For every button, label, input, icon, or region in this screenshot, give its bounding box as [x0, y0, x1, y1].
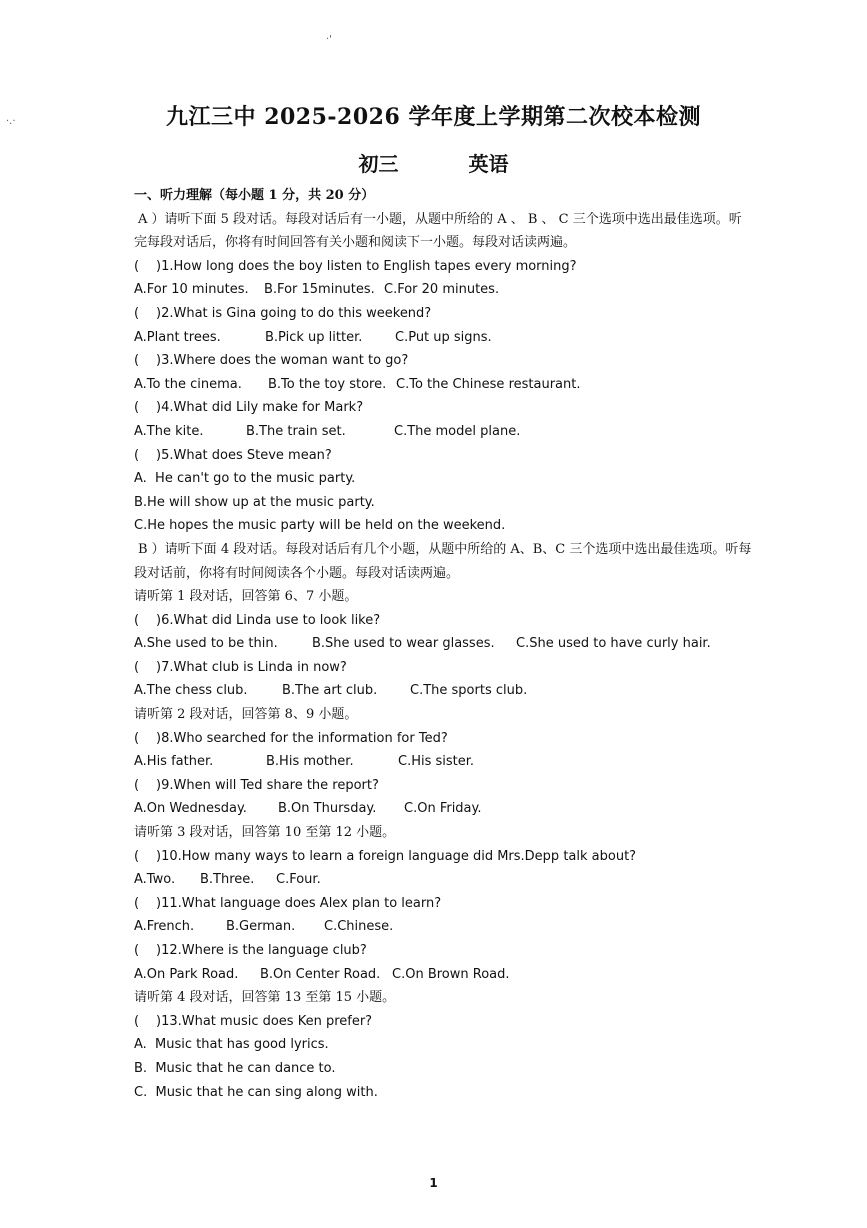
option-a: A.Two.	[134, 872, 176, 888]
option-c: C.On Friday.	[404, 801, 482, 817]
option-b: B.To the toy store.	[268, 376, 387, 392]
dialog-instruction: 请听第 4 段对话，回答第 13 至第 15 小题。	[134, 990, 396, 1006]
grade-label: 初三	[358, 152, 399, 176]
answer-blank[interactable]: (	[134, 848, 140, 864]
answer-blank[interactable]: (	[134, 353, 140, 369]
option-b: B.German.	[226, 919, 296, 935]
question-text: )5.What does Steve mean?	[156, 447, 332, 463]
option-a: A. Music that has good lyrics.	[134, 1037, 329, 1053]
exam-content	[134, 184, 754, 1104]
question	[134, 845, 754, 869]
option-c: C.His sister.	[398, 754, 475, 770]
answer-blank[interactable]: (	[134, 447, 140, 463]
answer-blank[interactable]: (	[134, 659, 140, 675]
question	[134, 892, 754, 916]
option-c: C. Music that he can sing along with.	[134, 1084, 378, 1100]
section-heading: 一、听力理解（每小题 1 分，共 20 分）	[134, 188, 375, 203]
options-row	[134, 797, 754, 821]
options-row	[134, 679, 754, 703]
option-b: B.Three.	[200, 872, 255, 888]
option-b: B. Music that he can dance to.	[134, 1060, 336, 1076]
option-c: C.Four.	[276, 872, 321, 888]
answer-blank[interactable]: (	[134, 612, 140, 628]
options-row	[134, 915, 754, 939]
question	[134, 727, 754, 751]
question-text: )9.When will Ted share the report?	[156, 777, 379, 793]
option-b: B.She used to wear glasses.	[312, 636, 495, 652]
option-b: B.The art club.	[282, 683, 378, 699]
answer-blank[interactable]: (	[134, 258, 140, 274]
option-b: B.His mother.	[266, 754, 354, 770]
question-text: )8.Who searched for the information for Ted?	[156, 730, 448, 746]
option-a: A.French.	[134, 919, 195, 935]
page-number: 1	[429, 1176, 438, 1190]
dialog-instruction: 请听第 1 段对话，回答第 6、7 小题。	[134, 589, 358, 605]
option-a: A.For 10 minutes.	[134, 282, 249, 298]
answer-blank[interactable]: (	[134, 400, 140, 416]
question	[134, 302, 754, 326]
option-c: C.On Brown Road.	[392, 966, 510, 982]
option-b: B.The train set.	[246, 423, 346, 439]
options-row	[134, 420, 754, 444]
answer-blank[interactable]: (	[134, 305, 140, 321]
option-c: C.Put up signs.	[395, 329, 492, 345]
part-b-instructions: B ）请听下面 4 段对话。每段对话后有几个小题，从题中所给的 A、B、C 三个选项中选出最佳选项。听每段对话前，你将有时间阅读各个小题。每段对话读两遍。	[134, 541, 752, 581]
option-b: B.On Thursday.	[278, 801, 377, 817]
question-text: )1.How long does the boy listen to English tapes every morning?	[156, 258, 577, 274]
dialog-instruction: 请听第 3 段对话，回答第 10 至第 12 小题。	[134, 825, 396, 841]
question-text: )4.What did Lily make for Mark?	[156, 400, 364, 416]
option-b: B.He will show up at the music party.	[134, 494, 375, 510]
question-text: )3.Where does the woman want to go?	[156, 353, 409, 369]
option-b: B.For 15minutes.	[264, 282, 375, 298]
question	[134, 1010, 754, 1034]
answer-blank[interactable]: (	[134, 730, 140, 746]
question-text: )10.How many ways to learn a foreign language did Mrs.Depp talk about?	[156, 848, 637, 864]
option-a: A.To the cinema.	[134, 376, 242, 392]
option-a: A.On Wednesday.	[134, 801, 247, 817]
answer-blank[interactable]: (	[134, 777, 140, 793]
page-subtitle	[0, 148, 867, 177]
option-c: C.The model plane.	[394, 423, 521, 439]
question-text: )6.What did Linda use to look like?	[156, 612, 381, 628]
option-c: C.To the Chinese restaurant.	[396, 376, 581, 392]
answer-blank[interactable]: (	[134, 895, 140, 911]
part-a-instructions: A ）请听下面 5 段对话。每段对话后有一小题，从题中所给的 A 、 B 、 C 三个选项中选出最佳选项。听完每段对话后，你将有时间回答有关小题和阅读下一小题。每段对话读两遍。	[134, 211, 742, 251]
question-text: )12.Where is the language club?	[156, 943, 367, 958]
option-c: C.He hopes the music party will be held on the weekend.	[134, 518, 506, 534]
question	[134, 939, 754, 963]
option-a: A. He can't go to the music party.	[134, 471, 356, 487]
options-row	[134, 868, 754, 892]
options-row	[134, 963, 754, 987]
options-row	[134, 750, 754, 774]
question-text: )2.What is Gina going to do this weekend?	[156, 305, 432, 321]
option-a: A.On Park Road.	[134, 966, 239, 982]
option-a: A.The chess club.	[134, 683, 248, 699]
answer-blank[interactable]: (	[134, 943, 140, 958]
options-row	[134, 632, 754, 656]
subject-label: 英语	[468, 152, 509, 176]
question-text: )7.What club is Linda in now?	[156, 659, 347, 675]
options-row	[134, 373, 754, 397]
options-row	[134, 326, 754, 350]
option-a: A.Plant trees.	[134, 329, 221, 345]
question	[134, 349, 754, 373]
question	[134, 255, 754, 279]
option-c: C.She used to have curly hair.	[516, 636, 711, 652]
option-b: B.Pick up litter.	[265, 329, 363, 345]
option-a: A.The kite.	[134, 423, 204, 439]
question	[134, 774, 754, 798]
question	[134, 444, 754, 468]
question	[134, 396, 754, 420]
option-a: A.She used to be thin.	[134, 636, 278, 652]
option-c: C.Chinese.	[324, 919, 394, 935]
option-c: C.For 20 minutes.	[384, 282, 500, 298]
option-c: C.The sports club.	[410, 683, 528, 699]
option-b: B.On Center Road.	[260, 966, 381, 982]
question	[134, 656, 754, 680]
question-text: )13.What music does Ken prefer?	[156, 1013, 373, 1029]
scan-speck: ·'	[326, 34, 332, 45]
answer-blank[interactable]: (	[134, 1013, 140, 1029]
question	[134, 609, 754, 633]
page-title: 九江三中 2025-2026 学年度上学期第二次校本检测	[166, 104, 701, 130]
scan-speck: ·.·	[6, 116, 16, 127]
options-row	[134, 278, 754, 302]
dialog-instruction: 请听第 2 段对话，回答第 8、9 小题。	[134, 707, 358, 723]
option-a: A.His father.	[134, 754, 214, 770]
question-text: )11.What language does Alex plan to learn?	[156, 895, 442, 911]
